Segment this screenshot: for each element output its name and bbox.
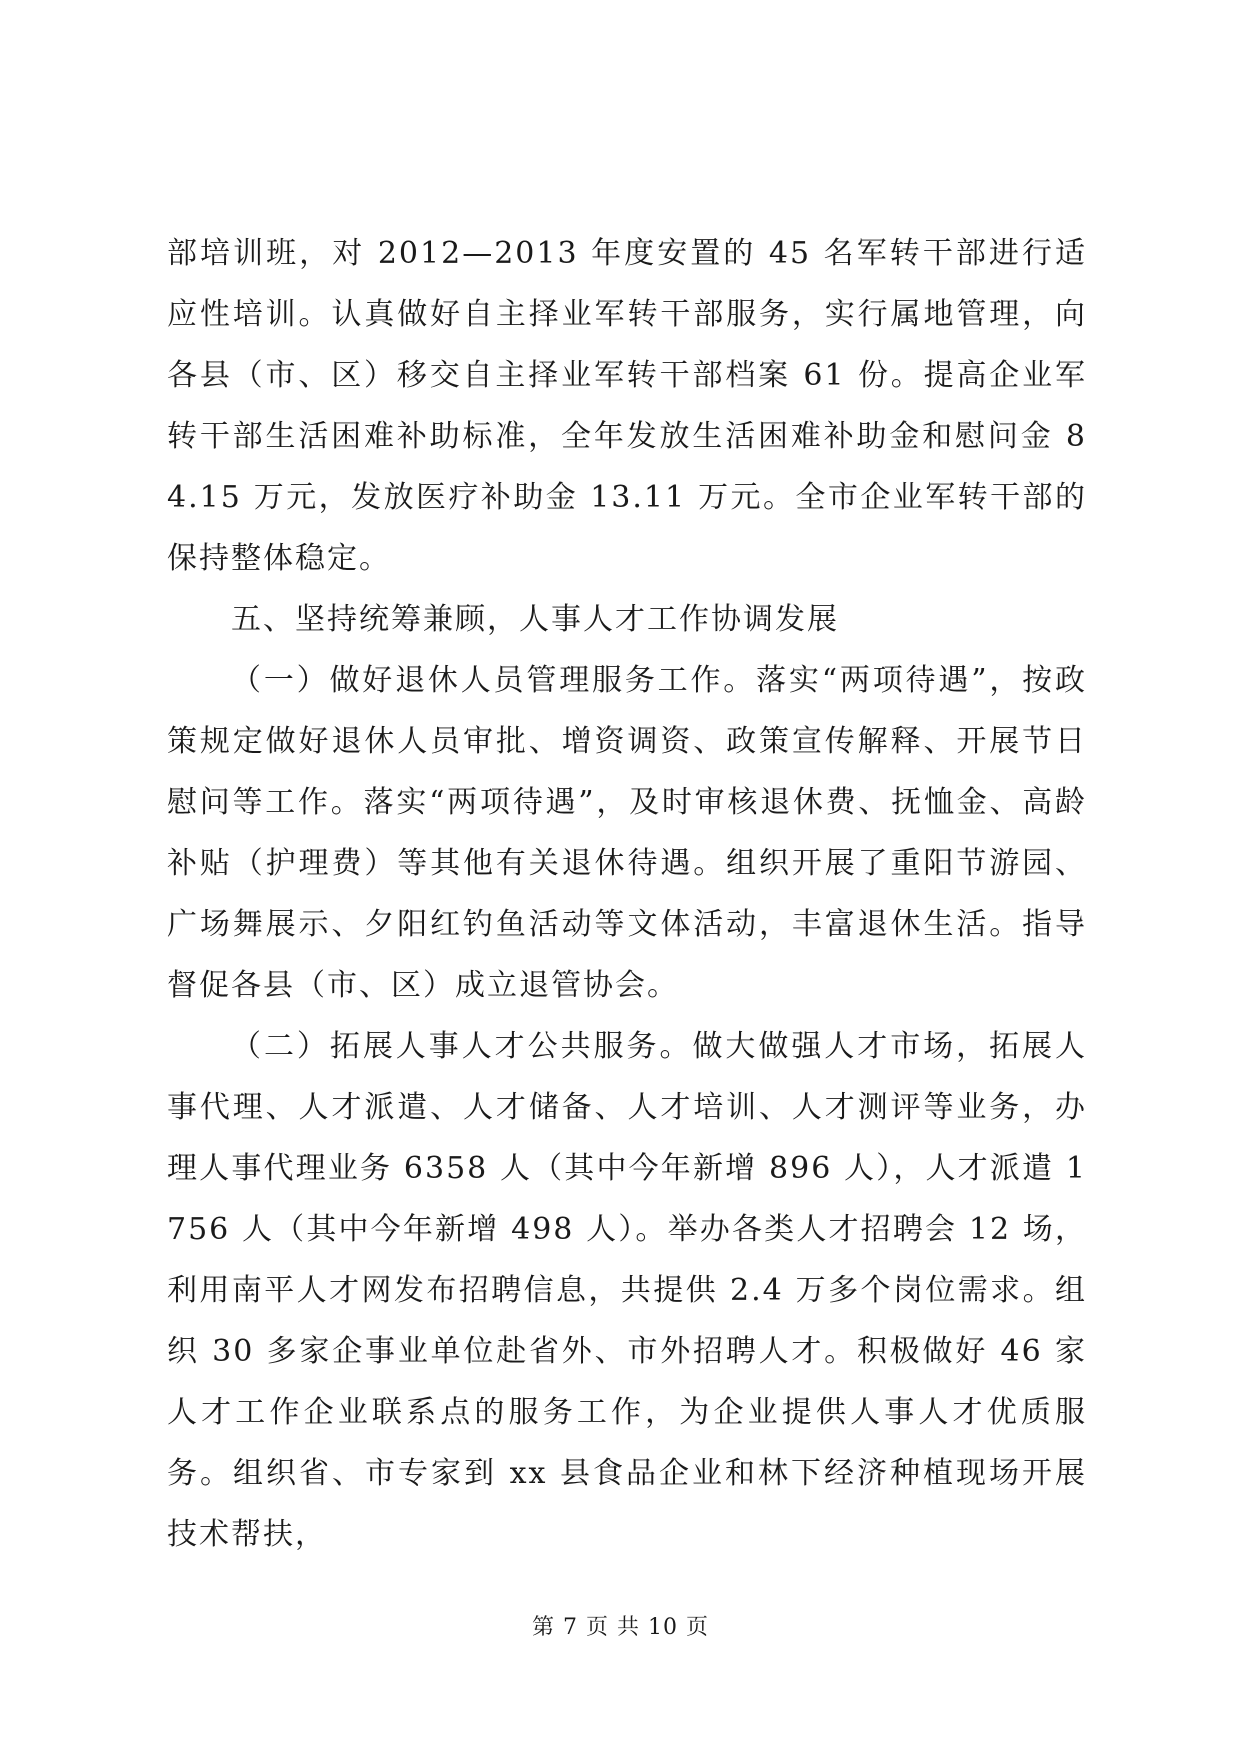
body-text — [167, 223, 1087, 1565]
section-heading: 五、坚持统筹兼顾，人事人才工作协调发展 — [231, 602, 839, 637]
page-number-footer: 第 7 页 共 10 页 — [532, 1615, 709, 1640]
paragraph-talent-services: （二）拓展人事人才公共服务。做大做强人才市场，拓展人事代理、人才派遣、人才储备、人才培训、人才测评等业务，办理人事代理业务 6358 人（其中今年新增 896 人），人才派遣 1756 人（其中今年新增 498 人）。举办各类人才招聘会 12 场，利用南平人才网发布招聘信息，共提供 2.4 万多个岗位需求。组织 30 多家企事业单位赴省外、市外招聘人才。积极做好 46 家人才工作企业联系点的服务工作，为企业提供人事人才优质服务。组织省、市专家到 xx 县食品企业和林下经济种植现场开展技术帮扶， — [167, 1029, 1087, 1552]
paragraph-retiree-services: （一）做好退休人员管理服务工作。落实“两项待遇”，按政策规定做好退休人员审批、增资调资、政策宣传解释、开展节日慰问等工作。落实“两项待遇”，及时审核退休费、抚恤金、高龄补贴（护理费）等其他有关退休待遇。组织开展了重阳节游园、广场舞展示、夕阳红钓鱼活动等文体活动，丰富退休生活。指导督促各县（市、区）成立退管协会。 — [167, 663, 1087, 1003]
paragraph-continuation: 部培训班，对 2012—2013 年度安置的 45 名军转干部进行适应性培训。认真做好自主择业军转干部服务，实行属地管理，向各县（市、区）移交自主择业军转干部档案 61 份。提高企业军转干部生活困难补助标准，全年发放生活困难补助金和慰问金 84.15 万元，发放医疗补助金 13.11 万元。全市企业军转干部的保持整体稳定。 — [167, 236, 1087, 576]
